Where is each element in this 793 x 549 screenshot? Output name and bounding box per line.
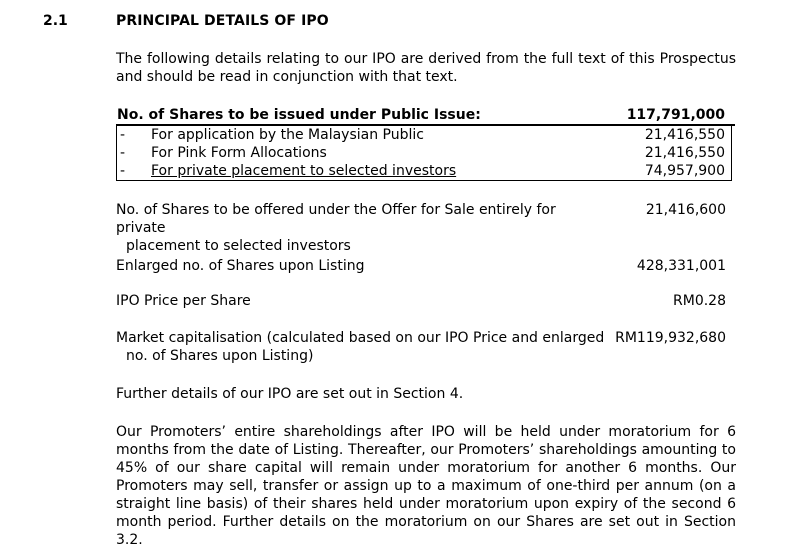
item-value: RM119,932,680 xyxy=(615,330,726,346)
item-value: RM0.28 xyxy=(673,293,726,309)
row-dash: - xyxy=(120,163,126,179)
item-label xyxy=(116,292,606,310)
row-label: For application by the Malaysian Public xyxy=(151,127,424,143)
further-details-paragraph: Further details of our IPO are set out in Section 4. xyxy=(116,386,464,402)
section-title: PRINCIPAL DETAILS OF IPO xyxy=(116,13,329,29)
row-value: 21,416,550 xyxy=(644,127,725,143)
item-label-line2: no. of Shares upon Listing) xyxy=(126,348,314,364)
breakdown-row xyxy=(117,145,731,163)
section-number: 2.1 xyxy=(43,13,68,29)
item-label-line1: IPO Price per Share xyxy=(116,293,251,309)
item-label-line1: Market capitalisation (calculated based on our IPO Price and enlarged xyxy=(116,330,605,346)
item-label xyxy=(116,329,606,365)
item-label xyxy=(116,257,606,275)
public-issue-label: No. of Shares to be issued under Public Issue: xyxy=(117,107,481,123)
row-dash: - xyxy=(120,145,126,161)
item-label-line1: No. of Shares to be offered under the Offer for Sale entirely for private xyxy=(116,202,556,236)
public-issue-header xyxy=(116,107,735,125)
row-dash: - xyxy=(120,127,126,143)
public-issue-breakdown-box xyxy=(116,125,732,181)
item-value: 21,416,600 xyxy=(645,202,726,218)
breakdown-row xyxy=(117,163,731,181)
item-label xyxy=(116,201,606,255)
row-value: 21,416,550 xyxy=(644,145,725,161)
breakdown-row xyxy=(117,127,731,145)
moratorium-paragraph: Our Promoters’ entire shareholdings after IPO will be held under moratorium for 6 months from the date of Listing. Thereafter, our Promoters’ shareholdings amounting to 45% of our share capital will remain under moratorium for another 6 months. Our Promoters may sell, transfer or assign up to a maximum of one-third per annum (on a straight line basis) of their shares held under moratorium upon expiry of the second 6 month period. Further details on the moratorium on our Shares are set out in Section 3.2. xyxy=(116,424,736,548)
row-value: 74,957,900 xyxy=(644,163,725,179)
row-label: For Pink Form Allocations xyxy=(151,145,327,161)
public-issue-total: 117,791,000 xyxy=(626,107,725,123)
item-label-line1: Enlarged no. of Shares upon Listing xyxy=(116,258,365,274)
item-value: 428,331,001 xyxy=(636,258,726,274)
row-label: For private placement to selected investors xyxy=(151,163,457,179)
intro-paragraph: The following details relating to our IPO are derived from the full text of this Prospectus and should be read in conjunction with that text. xyxy=(116,51,736,85)
item-label-line2: placement to selected investors xyxy=(126,238,351,254)
